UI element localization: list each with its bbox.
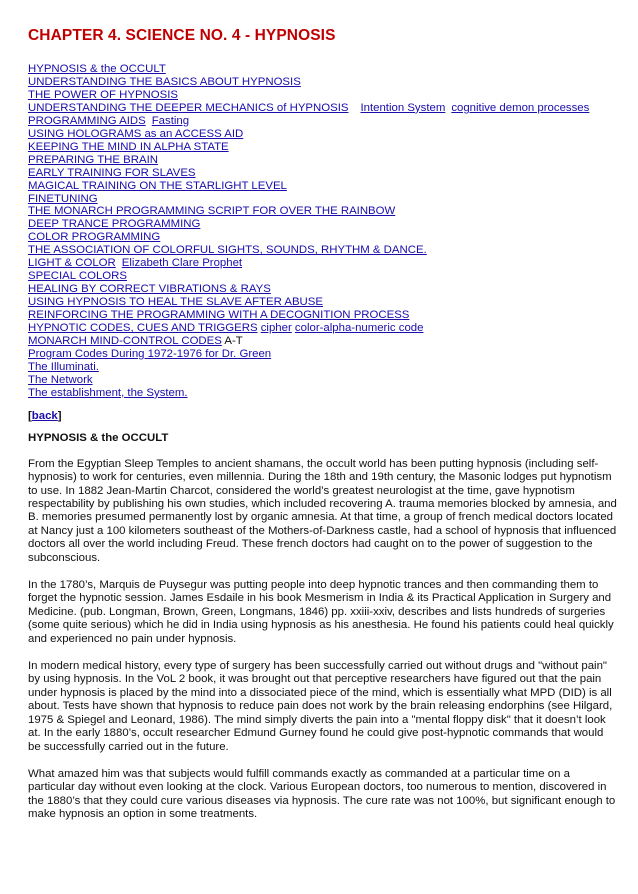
toc-link-hypnotic-codes[interactable]: HYPNOTIC CODES, CUES AND TRIGGERS: [28, 322, 258, 335]
toc-link-color-programming[interactable]: COLOR PROGRAMMING: [28, 231, 161, 244]
toc-link-healing[interactable]: HEALING BY CORRECT VIBRATIONS & RAYS: [28, 283, 271, 296]
toc-link-heal-slave[interactable]: USING HYPNOSIS TO HEAL THE SLAVE AFTER ABUSE: [28, 296, 323, 309]
toc-link-early-training[interactable]: EARLY TRAINING FOR SLAVES: [28, 166, 196, 179]
toc-link-magical-training[interactable]: MAGICAL TRAINING ON THE STARLIGHT LEVEL: [28, 179, 287, 192]
toc-link-association[interactable]: THE ASSOCIATION OF COLORFUL SIGHTS, SOUNDS, RHYTHM & DANCE.: [28, 244, 427, 257]
toc-link-deep-trance[interactable]: DEEP TRANCE PROGRAMMING: [28, 218, 201, 231]
toc-link-hypnosis-occult[interactable]: HYPNOSIS & the OCCULT: [28, 63, 166, 75]
toc-link-monarch-script[interactable]: THE MONARCH PROGRAMMING SCRIPT FOR OVER THE RAINBOW: [28, 205, 396, 218]
toc-link-prophet[interactable]: Elizabeth Clare Prophet: [121, 257, 243, 270]
toc-suffix-a-t: A-T: [221, 335, 243, 348]
back-link[interactable]: back: [31, 409, 58, 422]
paragraph-1: From the Egyptian Sleep Temples to ancient shamans, the occult world has been putting hypnosis (including self-hypnosis) to work for centuries, even millennia. During the 18th and 19th century, the Masonic lodges put hypnotism to use. In 1882 Jean-Martin Charcot, considered the world’s greatest neurologist at the time, gave hypnotism respectability by publishing his own studies, which included recovering A. trauma memories blocked by amnesia, and B. memories presumed permanently lost by organic amnesia. At that time, a group of french medical doctors located at Nancy just a 100 kilometers southeast of the Mothers-of-Darkness castle, had a school of hypnosis that influenced doctors all over the world including Freud. These french doctors had caught on to the power of suggestion to the subconscious.: [28, 457, 617, 564]
toc-link-special-colors[interactable]: SPECIAL COLORS: [28, 270, 127, 283]
toc-link-fasting[interactable]: Fasting: [151, 114, 190, 127]
toc-link-preparing-brain[interactable]: PREPARING THE BRAIN: [28, 153, 158, 166]
toc-link-color-alpha[interactable]: color-alpha-numeric code: [294, 322, 424, 335]
toc-link-illuminati[interactable]: The Illuminati.: [28, 360, 99, 373]
toc-link-cognitive-demon[interactable]: cognitive demon processes: [451, 101, 590, 114]
section-title: HYPNOSIS & the OCCULT: [28, 431, 169, 444]
toc-link-intention-system[interactable]: Intention System: [360, 101, 446, 114]
toc-link-programming-aids[interactable]: PROGRAMMING AIDS: [28, 114, 146, 127]
toc-link-deeper-mechanics[interactable]: UNDERSTANDING THE DEEPER MECHANICS of HYPNOSIS: [28, 101, 349, 114]
paragraph-3: In modern medical history, every type of surgery has been successfully carried out without drugs and "without pain" by using hypnosis. In the VoL 2 book, it was brought out that perceptive researchers have figured out that the pain under hypnosis is placed by the mind into a dissociated piece of the mind, which is essentially what MPD (DID) is all about. Tests have shown that hypnosis to reduce pain does not work by the brain releasing endorphins (see Hilgard, 1975 & Spiegel and Leonard, 1986). The mind simply diverts the pain into a "mental floppy disk" that it doesn’t look at. In the early 1880’s, occult researcher Edmund Gurney found he could give post-hypnotic commands that would be successfully carried out in the future.: [28, 660, 613, 753]
toc-link-reinforcing[interactable]: REINFORCING THE PROGRAMMING WITH A DECOGNITION PROCESS: [28, 309, 410, 322]
toc-link-light-color[interactable]: LIGHT & COLOR: [28, 257, 116, 270]
bracket-open: [: [28, 409, 32, 422]
toc-link-power[interactable]: THE POWER OF HYPNOSIS: [28, 88, 178, 101]
toc-link-holograms[interactable]: USING HOLOGRAMS as an ACCESS AID: [28, 127, 244, 140]
toc-link-network[interactable]: The Network: [28, 373, 93, 386]
table-of-contents: [28, 63, 618, 400]
back-link-row: [28, 410, 618, 422]
paragraph-4: What amazed him was that subjects would fulfill commands exactly as commanded at a particular time on a particular day without even looking at the clock. Various European doctors, too numerous to mention, discovered in the 1880’s that they could cure various diseases via hypnosis. The cure rate was not 100%, but significant enough to make hypnosis an option in some treatments.: [28, 767, 616, 821]
toc-link-cipher[interactable]: cipher: [260, 322, 292, 335]
toc-link-basics[interactable]: UNDERSTANDING THE BASICS ABOUT HYPNOSIS: [28, 75, 301, 88]
toc-link-establishment[interactable]: The establishment, the System.: [28, 386, 188, 399]
toc-link-monarch-codes[interactable]: MONARCH MIND-CONTROL CODES: [28, 335, 222, 348]
bracket-close: ]: [57, 409, 62, 422]
paragraph-2: In the 1780’s, Marquis de Puysegur was putting people into deep hypnotic trances and then commanding them to forget the hypnotic session. James Esdaile in his book Mesmerism in India & its Practical Application in Surgery and Medicine. (pub. Longman, Brown, Green, Longmans, 1846) pp. xxiii-xxiv, describes and lists hundreds of surgeries (some quite serious) which he did in India using hypnosis as his anesthesia. He found his patients could heal quickly and experienced no pain under hypnosis.: [28, 579, 614, 645]
chapter-title: CHAPTER 4. SCIENCE NO. 4 - HYPNOSIS: [28, 27, 336, 44]
toc-link-alpha-state[interactable]: KEEPING THE MIND IN ALPHA STATE: [28, 140, 229, 153]
toc-link-program-codes[interactable]: Program Codes During 1972-1976 for Dr. Green: [28, 347, 272, 360]
toc-link-finetuning[interactable]: FINETUNING: [28, 192, 98, 205]
